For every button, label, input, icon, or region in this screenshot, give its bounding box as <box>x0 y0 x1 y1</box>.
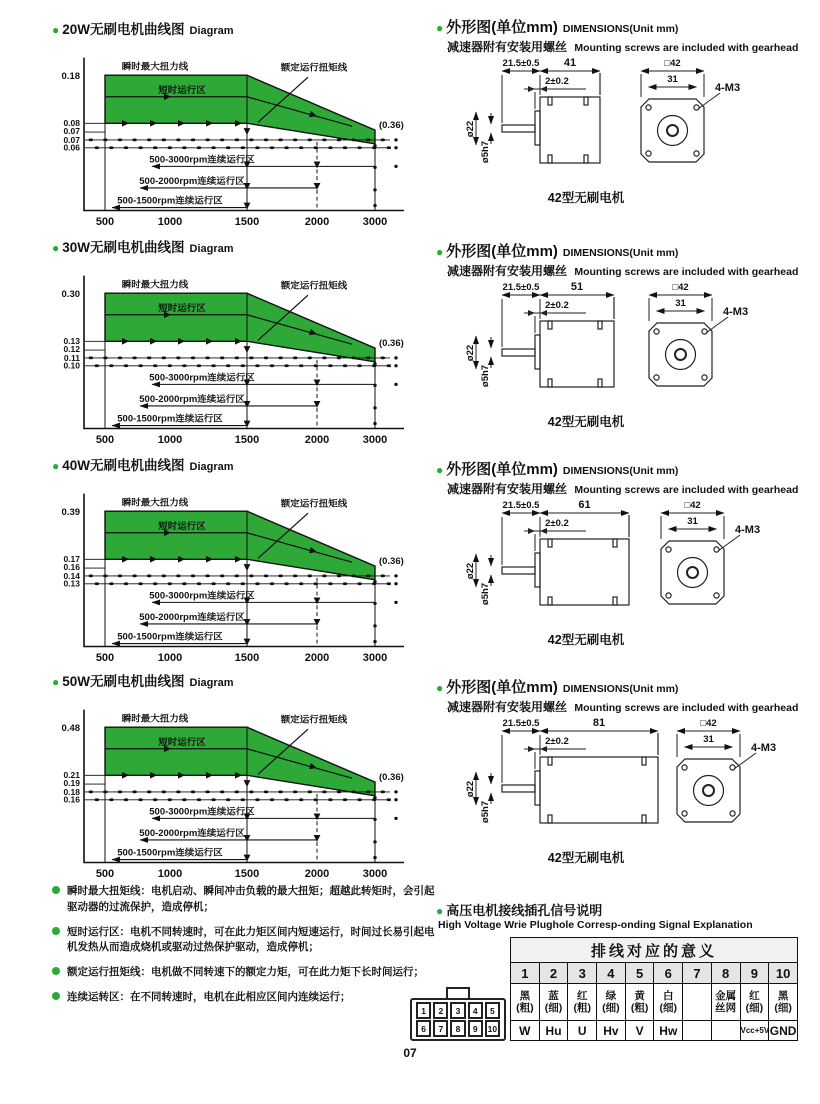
signal-title-cn: 高压电机接线插孔信号说明 <box>446 903 603 918</box>
wire-color: 绿(细) <box>597 984 626 1021</box>
level-label-4: 0.10 <box>63 360 80 371</box>
xtick-500: 500 <box>95 216 115 229</box>
pin-1: 1 <box>416 1002 431 1019</box>
square-size-dim: □42 <box>672 282 689 293</box>
body-dim-value: 61 <box>578 499 591 511</box>
shaft-dia-dim: ø5h7 <box>480 364 491 388</box>
pin-5: 5 <box>485 1002 500 1019</box>
pin-number: 3 <box>568 963 597 984</box>
dim-subtitle <box>447 262 811 279</box>
dimension-lines <box>476 71 600 145</box>
side-view <box>502 733 658 823</box>
chart-section-title <box>52 18 412 38</box>
dimension-drawing <box>436 279 811 431</box>
hole-pitch-dim: 31 <box>703 734 714 745</box>
wire-color: 黑(细) <box>769 984 798 1021</box>
torque-curve-chart <box>52 474 412 670</box>
signal-title-en: High Voltage Wrie Plughole Corresp-onding Signal Explanation <box>438 919 753 931</box>
operating-region <box>105 75 375 144</box>
pin-number: 8 <box>711 963 740 984</box>
dim-subtitle-en: Mounting screws are included with gearhead <box>574 42 799 54</box>
signal-name: GND <box>769 1021 798 1041</box>
screw-spec-dim: 4-M3 <box>715 82 741 94</box>
xtick-1500: 1500 <box>234 216 260 229</box>
signal-table <box>510 937 798 1041</box>
pin-number: 7 <box>683 963 712 984</box>
pin-10: 10 <box>485 1020 500 1037</box>
right-value-label: (0.36) <box>379 119 404 131</box>
xtick-1500: 1500 <box>234 652 260 665</box>
front-view <box>661 500 760 604</box>
pin-number: 1 <box>511 963 540 984</box>
dim-subtitle-cn: 减速器附有安装用螺丝 <box>447 264 568 278</box>
connector-pin-row <box>415 1002 501 1019</box>
bullet-icon: ● <box>436 681 444 695</box>
xtick-1000: 1000 <box>157 434 183 447</box>
xtick-3000: 3000 <box>362 868 388 881</box>
chart-section-40w <box>52 454 412 675</box>
signal-name: Hv <box>597 1021 626 1041</box>
drawing-caption: 42型无刷电机 <box>547 191 625 205</box>
note-item <box>52 990 444 1006</box>
front-length-dim: 21.5±0.5 <box>502 718 540 729</box>
level-dots <box>90 140 390 148</box>
boss-dia-dim: ø22 <box>465 120 476 138</box>
bullet-icon: ● <box>52 241 60 255</box>
front-view <box>649 282 748 386</box>
connector-diagram <box>410 987 506 1041</box>
wire-color: 金属丝网 <box>711 984 740 1021</box>
screw-spec-dim: 4-M3 <box>723 306 749 318</box>
dim-title-text: 外形图(单位mm) <box>446 19 558 36</box>
right-value-label: (0.36) <box>379 555 404 567</box>
level-label-1: 0.08 <box>63 118 80 129</box>
torque-curve-chart <box>52 256 412 452</box>
ann-short-zone: 短时运行区 <box>158 301 206 313</box>
body-dim-value: 41 <box>563 57 577 69</box>
pin-number-row <box>511 963 798 984</box>
level-label-4: 0.16 <box>63 794 80 805</box>
level-dots <box>90 576 390 584</box>
square-size-dim: □42 <box>684 500 701 511</box>
zone3-label: 500-1500rpm连续运行区 <box>117 846 223 858</box>
chart-title-text: 50W无刷电机曲线图 <box>62 674 185 689</box>
pin-number: 4 <box>597 963 626 984</box>
pin-6: 6 <box>416 1020 431 1037</box>
zone3-label: 500-1500rpm连续运行区 <box>117 630 223 642</box>
dim-subtitle <box>447 38 811 55</box>
dimension-drawing <box>436 55 811 207</box>
dim-subtitle-cn: 减速器附有安装用螺丝 <box>447 40 568 54</box>
xtick-500: 500 <box>95 868 115 881</box>
dim-title-en: DIMENSIONS(Unit mm) <box>562 247 679 259</box>
dim-title-en: DIMENSIONS(Unit mm) <box>562 23 679 35</box>
dimension-section-title <box>436 458 811 479</box>
bullet-dot-icon <box>52 886 60 894</box>
note-text: 连续运转区：在不同转速时，电机在此相应区间内连续运行； <box>67 990 351 1003</box>
drawing-caption: 42型无刷电机 <box>547 851 625 865</box>
notes-section <box>52 884 444 1015</box>
screw-spec-dim: 4-M3 <box>751 742 777 754</box>
ann-peak-line: 瞬时最大扭力线 <box>121 712 189 724</box>
zone3-label: 500-1500rpm连续运行区 <box>117 194 223 206</box>
dim-title-text: 外形图(单位mm) <box>446 679 558 696</box>
pin-2: 2 <box>433 1002 448 1019</box>
xtick-500: 500 <box>95 434 115 447</box>
step-dim: 2±0.2 <box>545 518 569 529</box>
chart-title-en: Diagram <box>189 461 234 473</box>
body-right-group <box>598 297 614 387</box>
shaft-dia-dim: ø5h7 <box>480 800 491 824</box>
level-label-3: 0.14 <box>63 570 80 581</box>
boss-dia-dim: ø22 <box>465 780 476 798</box>
bullet-icon: ● <box>52 459 60 473</box>
dim-section-51 <box>436 240 811 436</box>
dim-section-41 <box>436 16 811 212</box>
motor-body <box>540 539 629 605</box>
chart-title-text: 40W无刷电机曲线图 <box>62 458 185 473</box>
signal-content <box>410 931 815 1061</box>
chart-section-50w <box>52 670 412 891</box>
front-view <box>641 58 740 162</box>
xtick-1500: 1500 <box>234 434 260 447</box>
level-label-4: 0.06 <box>63 142 80 153</box>
body-dim-value: 81 <box>592 717 606 729</box>
dim-title-en: DIMENSIONS(Unit mm) <box>562 683 679 695</box>
signal-name: Hw <box>654 1021 683 1041</box>
xtick-3000: 3000 <box>362 652 388 665</box>
chart-title-text: 30W无刷电机曲线图 <box>62 240 185 255</box>
level-label-2: 0.12 <box>63 344 80 355</box>
bullet-icon: ● <box>436 463 444 477</box>
front-view <box>677 718 776 822</box>
dim-section-81 <box>436 676 811 872</box>
dimension-section-title <box>436 16 811 37</box>
ann-rated-line: 额定运行扭矩线 <box>280 279 348 291</box>
level-label-1: 0.17 <box>63 554 80 565</box>
xtick-3000: 3000 <box>362 216 388 229</box>
bullet-icon: ● <box>436 21 444 35</box>
motor-body <box>540 321 614 387</box>
note-text: 额定运行扭矩线：电机做不同转速下的额定力矩，可在此力矩下长时间运行； <box>67 966 424 978</box>
signal-name-row <box>511 1021 798 1041</box>
ann-rated-line: 额定运行扭矩线 <box>280 61 348 73</box>
zone1-label: 500-3000rpm连续运行区 <box>149 153 255 165</box>
pin-7: 7 <box>433 1020 448 1037</box>
chart-section-20w <box>52 18 412 239</box>
front-length-dim: 21.5±0.5 <box>502 500 540 511</box>
dimension-section-title <box>436 240 811 261</box>
dimension-drawing <box>436 497 811 649</box>
front-length-dim: 21.5±0.5 <box>502 58 540 69</box>
xtick-1000: 1000 <box>157 652 183 665</box>
motor-body <box>540 757 658 823</box>
pin-number: 10 <box>769 963 798 984</box>
bullet-icon: ● <box>436 245 444 259</box>
connector-pin-row <box>415 1020 501 1037</box>
step-dim: 2±0.2 <box>545 300 569 311</box>
peak-torque-label: 0.39 <box>61 506 80 518</box>
boss-dia-dim: ø22 <box>465 562 476 580</box>
dim-subtitle-cn: 减速器附有安装用螺丝 <box>447 482 568 496</box>
note-text: 短时运行区：电机不同转速时，可在此力矩区间内短速运行，时间过长易引起电机发热从而造成烧机或驱动过热保护驱动，造成停机； <box>67 925 435 954</box>
drawing-caption: 42型无刷电机 <box>547 415 625 429</box>
zone1-label: 500-3000rpm连续运行区 <box>149 805 255 817</box>
signal-name: W <box>511 1021 540 1041</box>
torque-curve-chart <box>52 690 412 886</box>
page-number: 07 <box>403 1046 417 1060</box>
pin-8: 8 <box>450 1020 465 1037</box>
xtick-3000: 3000 <box>362 434 388 447</box>
signal-name <box>711 1021 740 1041</box>
body-right-group <box>584 73 600 163</box>
level-label-4: 0.13 <box>63 578 80 589</box>
dim-subtitle <box>447 698 811 715</box>
signal-name: V <box>625 1021 654 1041</box>
ann-rated-line: 额定运行扭矩线 <box>280 497 348 509</box>
connector-body <box>410 998 506 1041</box>
hole-pitch-dim: 31 <box>667 74 678 85</box>
ann-short-zone: 短时运行区 <box>158 519 206 531</box>
dim-subtitle-en: Mounting screws are included with gearhead <box>574 266 799 278</box>
right-value-label: (0.36) <box>379 771 404 783</box>
ann-peak-line: 瞬时最大扭力线 <box>121 278 189 290</box>
connector-tab <box>446 987 470 998</box>
signal-name <box>683 1021 712 1041</box>
torque-curve-chart <box>52 38 412 234</box>
drawing-caption: 42型无刷电机 <box>547 633 625 647</box>
xtick-2000: 2000 <box>304 652 330 665</box>
dim-subtitle <box>447 480 811 497</box>
level-label-2: 0.07 <box>63 126 80 137</box>
dim-title-en: DIMENSIONS(Unit mm) <box>562 465 679 477</box>
zone2-label: 500-2000rpm连续运行区 <box>139 827 245 838</box>
signal-name: U <box>568 1021 597 1041</box>
wire-color: 蓝(细) <box>539 984 568 1021</box>
peak-torque-label: 0.18 <box>61 70 80 82</box>
note-item <box>52 925 444 957</box>
dim-subtitle-en: Mounting screws are included with gearhead <box>574 702 799 714</box>
peak-torque-label: 0.48 <box>61 722 80 734</box>
operating-region <box>105 727 375 796</box>
level-label-1: 0.13 <box>63 336 80 347</box>
wire-color: 红(粗) <box>568 984 597 1021</box>
body-right-group <box>642 733 658 823</box>
wire-color <box>683 984 712 1021</box>
level-label-3: 0.07 <box>63 134 80 145</box>
motor-body <box>540 97 600 163</box>
right-value-label: (0.36) <box>379 337 404 349</box>
dim-section-61 <box>436 458 811 654</box>
chart-section-title <box>52 236 412 256</box>
xtick-1000: 1000 <box>157 868 183 881</box>
step-dim: 2±0.2 <box>545 76 569 87</box>
square-size-dim: □42 <box>664 58 681 69</box>
wire-color: 黄(粗) <box>625 984 654 1021</box>
pin-4: 4 <box>468 1002 483 1019</box>
wire-color: 黑(粗) <box>511 984 540 1021</box>
operating-region <box>105 293 375 362</box>
bullet-dot-icon <box>52 967 60 975</box>
signal-name: Hu <box>539 1021 568 1041</box>
xtick-2000: 2000 <box>304 868 330 881</box>
xtick-2000: 2000 <box>304 216 330 229</box>
level-label-2: 0.19 <box>63 778 80 789</box>
note-item <box>52 884 444 916</box>
chart-section-title <box>52 454 412 474</box>
pin-number: 6 <box>654 963 683 984</box>
ann-short-zone: 短时运行区 <box>158 83 206 95</box>
bullet-icon: ● <box>436 904 444 918</box>
pin-9: 9 <box>468 1020 483 1037</box>
pin-3: 3 <box>450 1002 465 1019</box>
wire-color-row <box>511 984 798 1021</box>
signal-name: Vcc+5V <box>740 1021 769 1041</box>
square-size-dim: □42 <box>700 718 717 729</box>
dim-subtitle-cn: 减速器附有安装用螺丝 <box>447 700 568 714</box>
dim-title-text: 外形图(单位mm) <box>446 461 558 478</box>
pin-number: 5 <box>625 963 654 984</box>
note-text: 瞬时最大扭矩线：电机启动、瞬间冲击负载的最大扭矩；超越此转矩时，会引起驱动器的过流保护，造成停机； <box>67 885 435 913</box>
level-dots <box>90 358 390 366</box>
bullet-icon: ● <box>52 23 60 37</box>
xtick-500: 500 <box>95 652 115 665</box>
chart-title-text: 20W无刷电机曲线图 <box>62 22 185 37</box>
zone1-label: 500-3000rpm连续运行区 <box>149 589 255 601</box>
chart-section-title <box>52 670 412 690</box>
bullet-dot-icon <box>52 992 60 1000</box>
signal-table-header: 排线对应的意义 <box>511 938 798 963</box>
front-length-dim: 21.5±0.5 <box>502 282 540 293</box>
shaft-dia-dim: ø5h7 <box>480 582 491 606</box>
pin-number: 2 <box>539 963 568 984</box>
ann-peak-line: 瞬时最大扭力线 <box>121 60 189 72</box>
chart-section-30w <box>52 236 412 457</box>
body-right-group <box>613 515 629 605</box>
step-dim: 2±0.2 <box>545 736 569 747</box>
wire-color: 白(细) <box>654 984 683 1021</box>
bullet-dot-icon <box>52 927 60 935</box>
hole-pitch-dim: 31 <box>687 516 698 527</box>
level-label-3: 0.18 <box>63 786 80 797</box>
signal-title <box>436 900 815 919</box>
level-dots <box>90 792 390 800</box>
dim-subtitle-en: Mounting screws are included with gearhead <box>574 484 799 496</box>
zone3-label: 500-1500rpm连续运行区 <box>117 412 223 424</box>
shaft-dia-dim: ø5h7 <box>480 140 491 164</box>
dimension-section-title <box>436 676 811 697</box>
body-dim-value: 51 <box>570 281 584 293</box>
peak-torque-label: 0.30 <box>61 288 80 300</box>
zone2-label: 500-2000rpm连续运行区 <box>139 393 245 404</box>
screw-spec-dim: 4-M3 <box>735 524 761 536</box>
wire-color: 红(细) <box>740 984 769 1021</box>
zone2-label: 500-2000rpm连续运行区 <box>139 175 245 186</box>
level-label-1: 0.21 <box>63 770 80 781</box>
note-item <box>52 965 444 981</box>
xtick-2000: 2000 <box>304 434 330 447</box>
zone1-label: 500-3000rpm连续运行区 <box>149 371 255 383</box>
xtick-1000: 1000 <box>157 216 183 229</box>
ann-rated-line: 额定运行扭矩线 <box>280 713 348 725</box>
dim-title-text: 外形图(单位mm) <box>446 243 558 260</box>
ann-short-zone: 短时运行区 <box>158 735 206 747</box>
signal-section <box>410 900 815 1061</box>
chart-title-en: Diagram <box>189 677 234 689</box>
zone2-label: 500-2000rpm连续运行区 <box>139 611 245 622</box>
level-label-3: 0.11 <box>63 352 80 363</box>
boss-dia-dim: ø22 <box>465 344 476 362</box>
dimension-drawing <box>436 715 811 867</box>
operating-region <box>105 511 375 580</box>
pin-number: 9 <box>740 963 769 984</box>
bullet-icon: ● <box>52 675 60 689</box>
level-label-2: 0.16 <box>63 562 80 573</box>
hole-pitch-dim: 31 <box>675 298 686 309</box>
xtick-1500: 1500 <box>234 868 260 881</box>
chart-title-en: Diagram <box>189 25 234 37</box>
chart-title-en: Diagram <box>189 243 234 255</box>
ann-peak-line: 瞬时最大扭力线 <box>121 496 189 508</box>
